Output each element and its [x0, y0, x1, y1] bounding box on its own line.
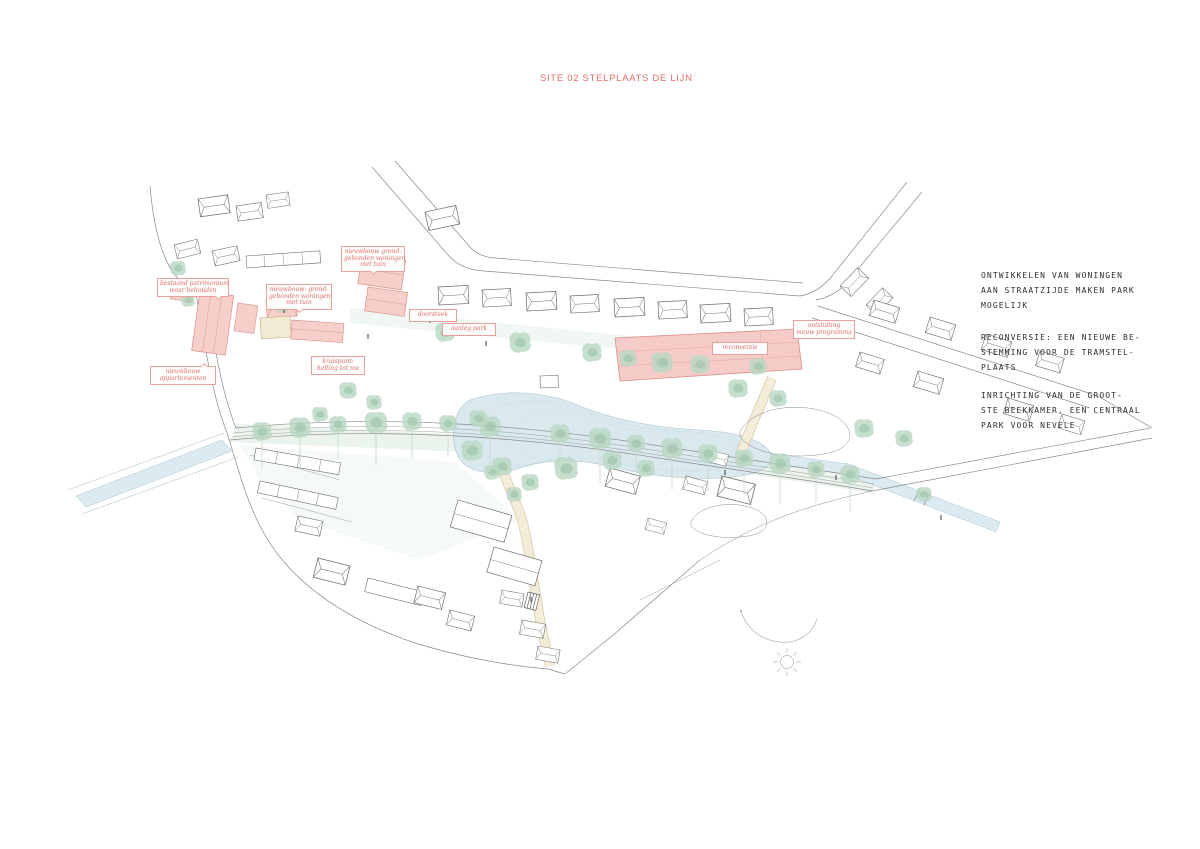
annotation-bestaand-patrimonium [157, 278, 229, 297]
annotation-reconversie [712, 342, 768, 355]
tram-depot-building [615, 329, 802, 381]
annotation-aanleg-park [442, 323, 496, 336]
annotation-kruispunt [311, 356, 365, 375]
sun-path-icon [740, 610, 817, 676]
annotation-line: nieuw programma [796, 328, 852, 336]
annotation-line: reconversie [722, 344, 758, 351]
annotation-line: doorsteek [417, 311, 449, 318]
annotation-line: nieuwbouw grond- [344, 248, 402, 255]
annotation-line: nieuwbouw [165, 368, 201, 375]
annotation-line: helling tot nw [316, 364, 360, 372]
annotation-line: waar behouden [169, 286, 217, 294]
annotation-line: nieuwbouw: grond- [269, 286, 329, 293]
note-line: PARK VOOR NEVELE [981, 421, 1076, 430]
annotation-line: gebonden woningen [269, 292, 331, 300]
note-line: INRICHTING VAN DE GROOT- [981, 391, 1123, 400]
note-line: MOGELIJK [981, 301, 1029, 310]
annotation-line: met tuin [360, 261, 386, 269]
annotation-line: ontsluiting [807, 322, 841, 329]
note-line: AAN STRAATZIJDE MAKEN PARK [981, 286, 1135, 295]
note-woningen [981, 268, 1191, 313]
note-reconversie [981, 330, 1191, 375]
annotation-line: bestaand patrimonium [160, 280, 229, 287]
annotation-ontsluiting [793, 320, 855, 339]
annotation-line: appartementen [159, 374, 207, 382]
annotation-nieuwbouw-grondgebonden-links [266, 284, 332, 310]
note-line: PLAATS [981, 363, 1017, 372]
note-beekkamer [981, 388, 1191, 433]
annotation-line: kruispunt: [322, 358, 354, 365]
page-title: SITE 02 STELPLAATS DE LIJN [540, 73, 693, 84]
stream-and-pond [68, 393, 1000, 532]
note-line: RECONVERSIE: EEN NIEUWE BE- [981, 333, 1141, 342]
note-line: STE BEEKKAMER, EEN CENTRAAL [981, 406, 1141, 415]
note-line: ONTWIKKELEN VAN WONINGEN [981, 271, 1123, 280]
annotation-doorsteek [409, 309, 457, 322]
annotation-line: aanleg park [450, 325, 488, 332]
annotation-nieuwbouw-grondgebonden-rechts [341, 246, 405, 272]
annotation-line: met tuin [286, 299, 312, 307]
annotation-line: gebonden woningen [344, 254, 406, 262]
annotation-nieuwbouw-appartementen [150, 366, 216, 385]
note-line: STEMMING VOOR DE TRAMSTEL- [981, 348, 1135, 357]
